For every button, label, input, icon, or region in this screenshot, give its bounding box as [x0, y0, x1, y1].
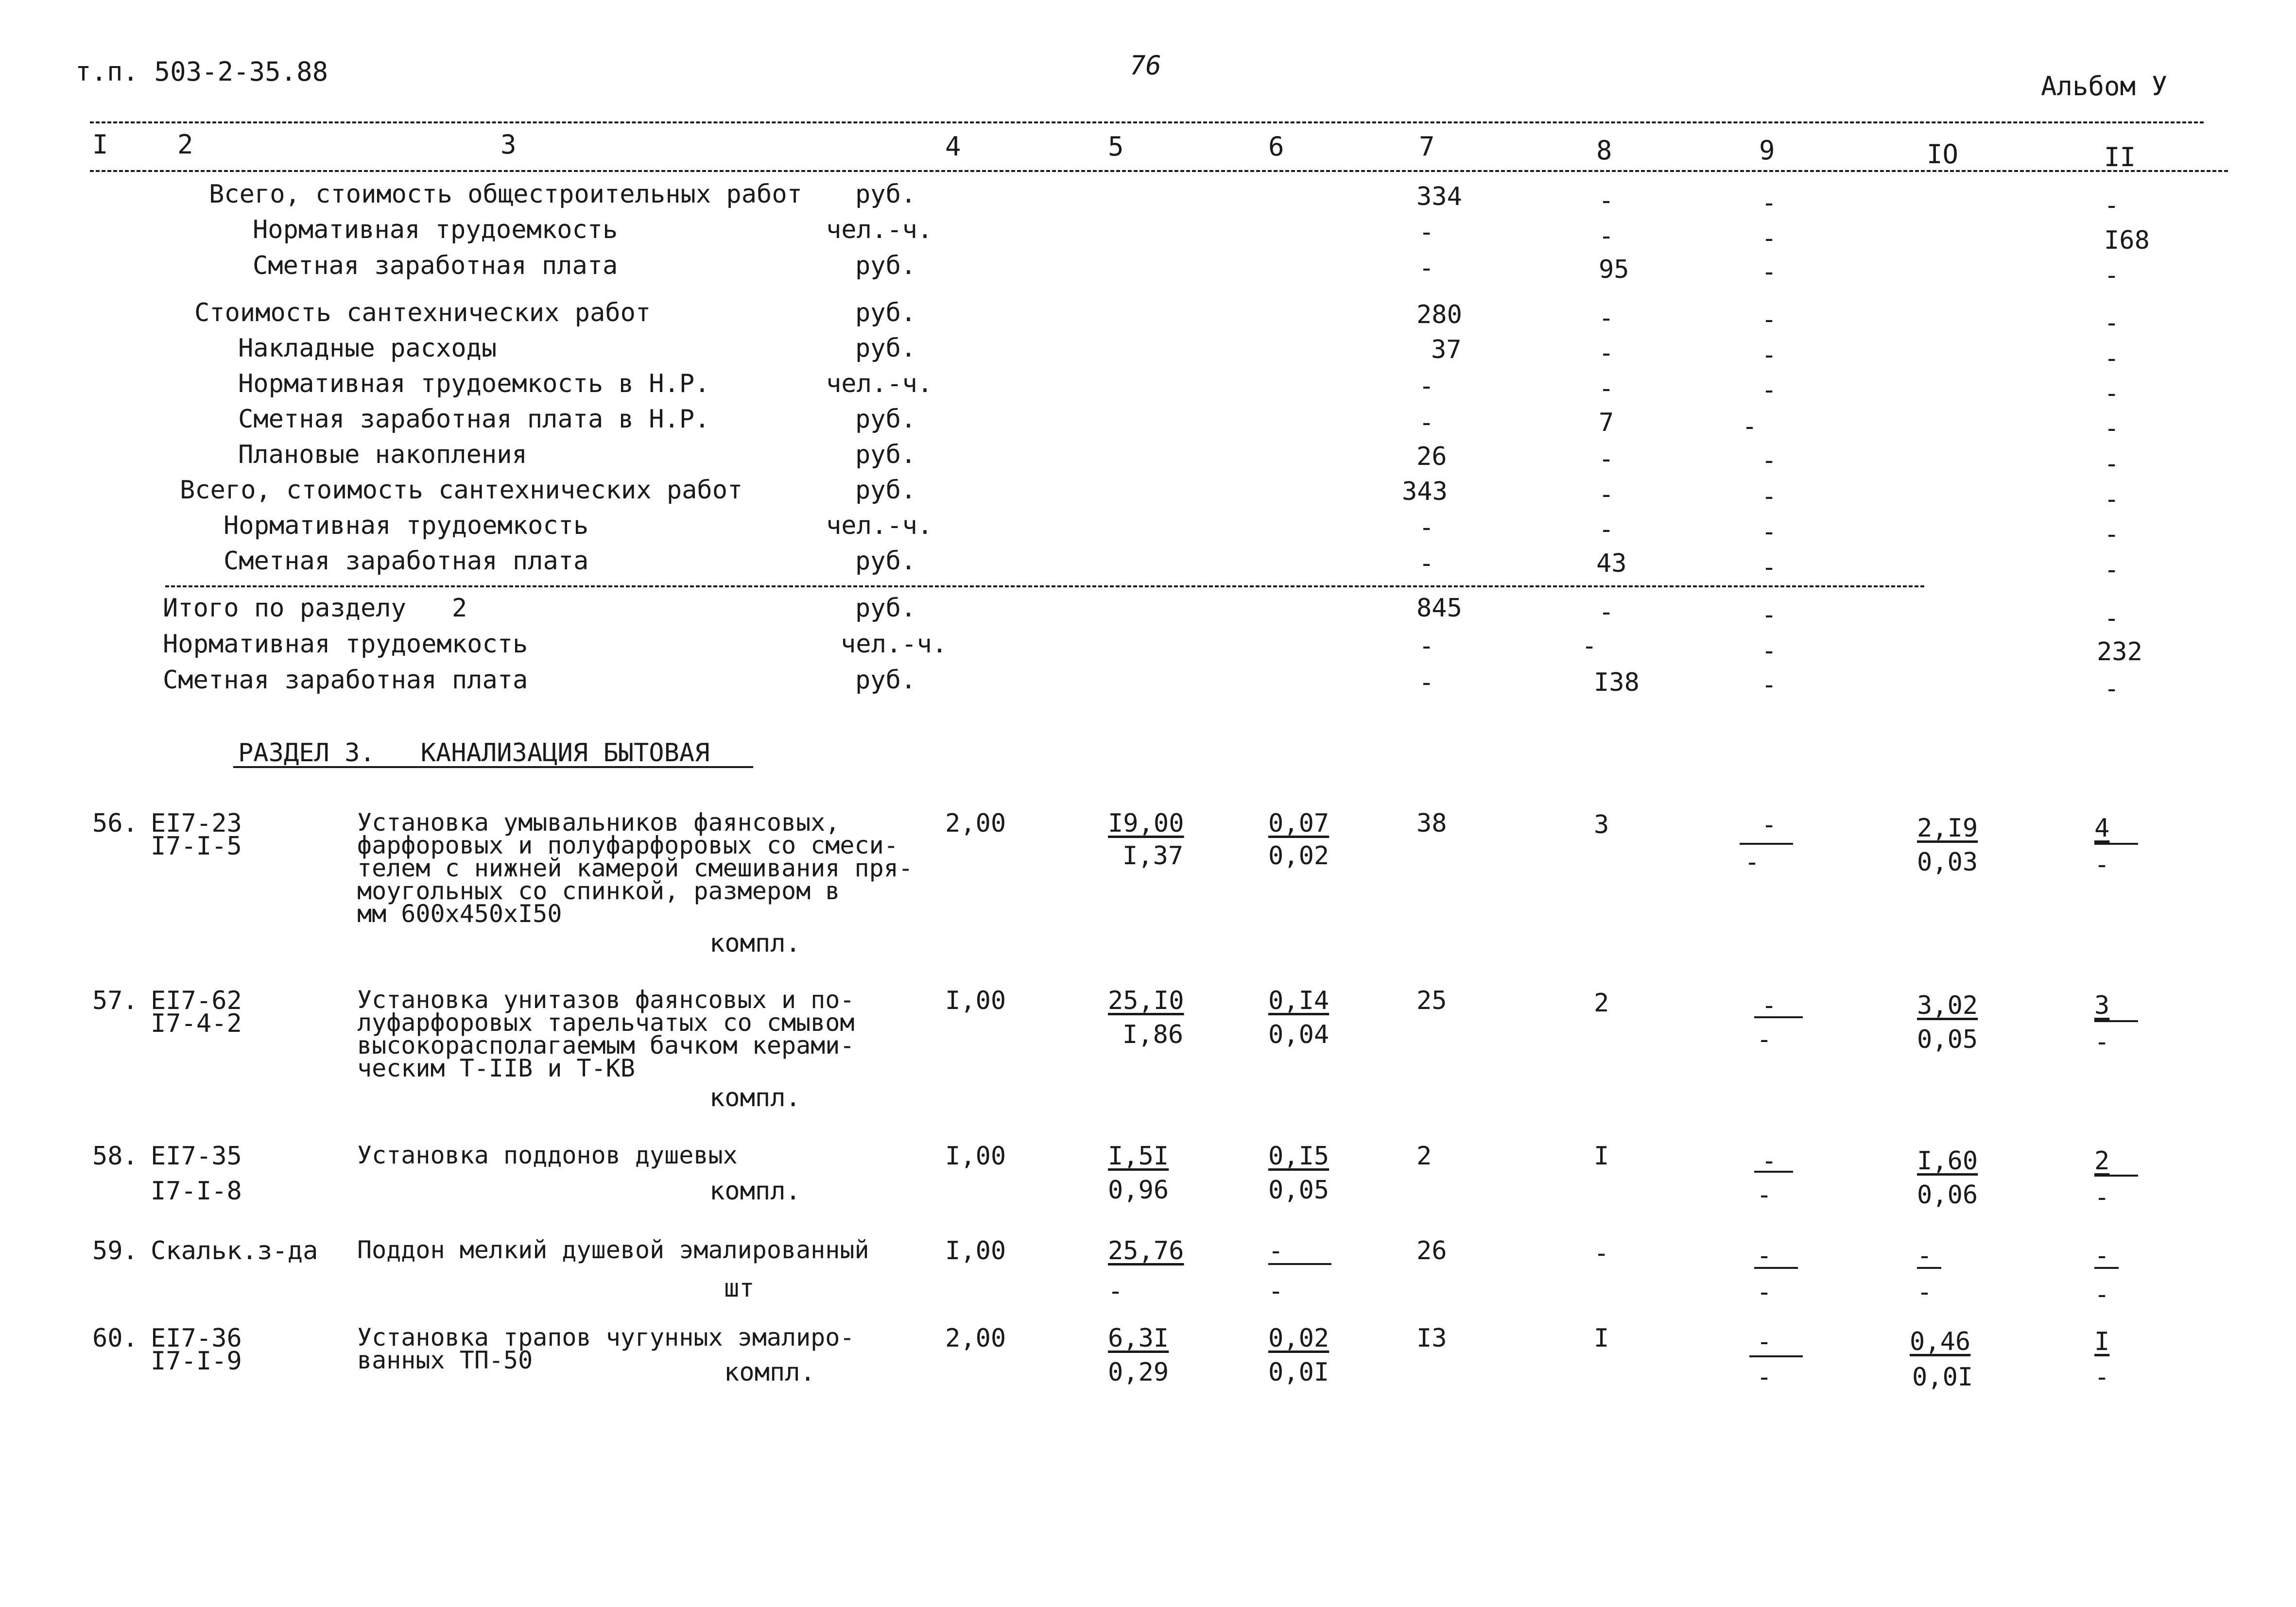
- item-col5-bottom: I,86: [1122, 1020, 1184, 1049]
- summary-col9: -: [1742, 412, 1758, 441]
- summary-col11: -: [2104, 414, 2120, 443]
- summary-col11: -: [2104, 449, 2120, 479]
- item-code: EI7-36: [151, 1324, 242, 1353]
- summary-col11: -: [2104, 674, 2120, 703]
- item-col9-top: -: [1761, 991, 1777, 1020]
- summary-col7: 334: [1416, 182, 1462, 211]
- summary-label: Плановые накопления: [238, 440, 527, 469]
- summary-col11: -: [2104, 379, 2120, 408]
- item-col9-bottom: -: [1757, 1278, 1772, 1307]
- item-col8: -: [1594, 1239, 1609, 1268]
- item-col5-top: 25,I0: [1108, 986, 1184, 1015]
- item-col9-rule: [1749, 1355, 1803, 1357]
- summary-col7: 37: [1431, 335, 1462, 364]
- item-col9-bottom: -: [1744, 848, 1760, 877]
- album-label: Альбом У: [2041, 71, 2168, 102]
- col-header-2: 2: [177, 129, 193, 160]
- summary-col11: -: [2104, 308, 2120, 338]
- summary-col8: -: [1599, 374, 1614, 403]
- summary-col8: -: [1599, 186, 1614, 215]
- item-number: 58.: [92, 1142, 138, 1171]
- item-code-secondary: I7-I-9: [151, 1347, 242, 1376]
- summary-label: Накладные расходы: [238, 334, 497, 363]
- summary-col7: -: [1419, 408, 1434, 437]
- item-col5-top: I9,00: [1108, 809, 1184, 838]
- item-col5-bottom: I,37: [1122, 841, 1184, 871]
- summary-col7: 280: [1416, 300, 1462, 329]
- item-col9-rule: [1754, 1171, 1793, 1173]
- item-col9-bottom: -: [1757, 1025, 1772, 1054]
- summary-unit: руб.: [855, 298, 916, 327]
- item-col9-bottom: -: [1757, 1180, 1772, 1210]
- item-code: EI7-62: [151, 986, 242, 1015]
- item-col11-top: 4: [2094, 814, 2110, 843]
- summary-col8: 7: [1599, 408, 1614, 437]
- summary-col11: -: [2104, 261, 2120, 290]
- item-col6-top: 0,02: [1268, 1324, 1329, 1353]
- item-description-line: Установка умывальников фаянсовых,: [357, 808, 840, 837]
- summary-col7: 343: [1402, 477, 1448, 506]
- item-col7: 2: [1416, 1142, 1432, 1171]
- item-col6-rule: [1268, 1263, 1331, 1265]
- item-unit: компл.: [709, 1177, 801, 1206]
- summary-col9: -: [1761, 636, 1777, 666]
- summary-col8: -: [1582, 632, 1597, 661]
- item-description-line: фарфоровых и полуфарфоровых со смеси-: [357, 831, 898, 859]
- col-header-3: 3: [501, 129, 517, 160]
- item-code-secondary: I7-I-8: [151, 1177, 242, 1206]
- item-col10-bottom: 0,06: [1917, 1180, 1978, 1210]
- summary-col11: -: [2104, 555, 2120, 584]
- item-col8: 2: [1594, 989, 1609, 1018]
- item-col11-bottom: -: [2094, 1027, 2110, 1057]
- item-description-line: мм 600x450xI50: [357, 900, 562, 928]
- summary-col11: -: [2104, 485, 2120, 514]
- item-number: 60.: [92, 1324, 138, 1353]
- item-col11-rule: [2094, 843, 2138, 845]
- summary-col7: -: [1419, 632, 1434, 661]
- item-col11-rule: [2094, 1267, 2119, 1269]
- item-col6-bottom: 0,0I: [1268, 1358, 1329, 1387]
- item-col8: I: [1594, 1142, 1609, 1171]
- col-header-7: 7: [1419, 131, 1435, 162]
- summary-col8: -: [1599, 515, 1614, 544]
- item-description-line: Установка унитазов фаянсовых и по-: [357, 986, 855, 1014]
- item-unit: компл.: [724, 1358, 815, 1387]
- summary-label: Итого по разделу 2: [163, 594, 467, 623]
- item-col6-top: -: [1268, 1236, 1284, 1265]
- summary-col8: -: [1599, 222, 1614, 251]
- summary-col7: 845: [1416, 594, 1462, 623]
- summary-label: Нормативная трудоемкость в Н.Р.: [238, 369, 710, 398]
- item-col11-top: 2: [2094, 1146, 2110, 1176]
- item-quantity: 2,00: [945, 1324, 1006, 1353]
- item-col10-top: I,60: [1917, 1146, 1978, 1176]
- summary-col9: -: [1761, 482, 1777, 511]
- summary-label: Всего, стоимость общестроительных работ: [209, 180, 802, 209]
- item-col8: I: [1594, 1324, 1609, 1353]
- summary-col9: -: [1761, 670, 1777, 700]
- summary-label: Сметная заработная плата: [224, 547, 589, 576]
- item-col7: 26: [1416, 1236, 1447, 1265]
- summary-col8: 95: [1599, 255, 1629, 284]
- summary-label: Сметная заработная плата в Н.Р.: [238, 405, 710, 434]
- item-description-line: луфарфоровых тарельчатых со смывом: [357, 1009, 855, 1037]
- summary-col9: -: [1761, 188, 1777, 218]
- summary-col7: -: [1419, 254, 1434, 283]
- item-col11-top: -: [2094, 1241, 2110, 1270]
- section-title-underline: [233, 766, 753, 768]
- item-col10-top: -: [1917, 1241, 1933, 1270]
- item-col11-bottom: -: [2094, 1363, 2110, 1392]
- item-col7: 38: [1416, 809, 1447, 838]
- item-col5-bottom: 0,29: [1108, 1358, 1169, 1387]
- section-total-rule: [165, 585, 1924, 587]
- item-col9-top: -: [1761, 1146, 1777, 1176]
- item-col6-bottom: 0,04: [1268, 1020, 1329, 1049]
- item-col6-top: 0,I4: [1268, 986, 1329, 1015]
- item-quantity: I,00: [945, 1142, 1006, 1171]
- item-col9-top: -: [1761, 810, 1777, 839]
- header-top-rule: [90, 121, 2204, 123]
- item-col5-top: I,5I: [1108, 1142, 1169, 1171]
- item-number: 56.: [92, 809, 138, 838]
- item-description-line: высокорасполагаемым бачком керами-: [357, 1031, 855, 1060]
- col-header-4: 4: [945, 131, 961, 162]
- col-header-6: 6: [1268, 131, 1284, 162]
- summary-col8: -: [1599, 480, 1614, 509]
- item-col11-bottom: -: [2094, 1183, 2110, 1212]
- summary-col7: -: [1419, 218, 1434, 247]
- item-unit: компл.: [709, 1083, 801, 1112]
- summary-col8: I38: [1594, 668, 1640, 697]
- summary-col11: -: [2104, 344, 2120, 373]
- item-number: 57.: [92, 986, 138, 1015]
- item-col11-bottom: -: [2094, 850, 2110, 879]
- header-bottom-rule: [90, 170, 2228, 172]
- col-header-11: II: [2104, 142, 2136, 172]
- summary-label: Стоимость сантехнических работ: [194, 298, 651, 327]
- summary-col9: -: [1761, 341, 1777, 370]
- item-col7: 25: [1416, 986, 1447, 1015]
- summary-unit: руб.: [855, 594, 916, 623]
- item-col6-bottom: -: [1268, 1277, 1284, 1306]
- item-col5-top: 25,76: [1108, 1236, 1184, 1265]
- summary-unit: чел.-ч.: [826, 369, 933, 398]
- item-col6-top: 0,I5: [1268, 1142, 1329, 1171]
- item-code-secondary: I7-4-2: [151, 1009, 242, 1038]
- col-header-10: IO: [1927, 139, 1959, 170]
- item-description-line: телем с нижней камерой смешивания пря-: [357, 854, 913, 882]
- item-col6-top: 0,07: [1268, 809, 1329, 838]
- col-header-9: 9: [1759, 135, 1775, 166]
- summary-unit: чел.-ч.: [826, 511, 933, 540]
- item-col8: 3: [1594, 810, 1609, 839]
- item-col10-top: 0,46: [1910, 1327, 1971, 1356]
- item-col5-bottom: -: [1108, 1277, 1123, 1306]
- summary-unit: руб.: [855, 180, 916, 209]
- document-code: т.п. 503-2-35.88: [75, 56, 328, 87]
- summary-col9: -: [1761, 517, 1777, 547]
- item-col10-top: 3,02: [1917, 991, 1978, 1020]
- item-col9-top: -: [1757, 1241, 1772, 1270]
- item-quantity: 2,00: [945, 809, 1006, 838]
- summary-col7: -: [1419, 549, 1434, 578]
- item-col9-top: -: [1757, 1327, 1772, 1356]
- item-col11-top: 3: [2094, 991, 2110, 1020]
- item-col5-top: 6,3I: [1108, 1324, 1169, 1353]
- item-col10-bottom: 0,0I: [1912, 1363, 1973, 1392]
- summary-col11: -: [2104, 604, 2120, 633]
- page-number: 76: [1130, 50, 1162, 81]
- item-description-line: Установка трапов чугунных эмалиро-: [357, 1323, 855, 1351]
- item-col9-rule: [1754, 1016, 1803, 1018]
- item-col10-top: 2,I9: [1917, 814, 1978, 843]
- summary-unit: чел.-ч.: [826, 215, 933, 244]
- item-code: EI7-23: [151, 809, 242, 838]
- summary-col8: -: [1599, 304, 1614, 333]
- summary-label: Сметная заработная плата: [163, 666, 528, 695]
- item-code: Скальк.з-да: [151, 1236, 318, 1265]
- summary-label: Всего, стоимость сантехнических работ: [180, 476, 743, 505]
- summary-col9: -: [1761, 257, 1777, 287]
- col-header-5: 5: [1108, 131, 1124, 162]
- item-col7: I3: [1416, 1324, 1447, 1353]
- summary-unit: руб.: [855, 476, 916, 505]
- summary-col9: -: [1761, 600, 1777, 630]
- item-description-line: Поддон мелкий душевой эмалированный: [357, 1236, 869, 1264]
- item-description-line: ванных ТП-50: [357, 1346, 533, 1374]
- item-col9-rule: [1754, 1267, 1798, 1269]
- item-col9-bottom: -: [1757, 1363, 1772, 1392]
- summary-col8: 43: [1596, 549, 1627, 578]
- item-col6-bottom: 0,02: [1268, 841, 1329, 871]
- item-col11-bottom: -: [2094, 1280, 2110, 1309]
- summary-unit: руб.: [855, 251, 916, 280]
- summary-col7: -: [1419, 668, 1434, 697]
- summary-col8: -: [1599, 598, 1614, 627]
- summary-label: Нормативная трудоемкость: [163, 630, 528, 659]
- item-col11-rule: [2094, 1175, 2138, 1177]
- summary-col11: -: [2104, 520, 2120, 549]
- summary-unit: руб.: [855, 405, 916, 434]
- item-col5-bottom: 0,96: [1108, 1176, 1169, 1205]
- item-number: 59.: [92, 1236, 138, 1265]
- item-code: EI7-35: [151, 1142, 242, 1171]
- col-header-8: 8: [1596, 135, 1612, 166]
- item-col10-bottom: 0,03: [1917, 848, 1978, 877]
- item-unit: шт: [724, 1274, 755, 1303]
- summary-unit: руб.: [855, 440, 916, 469]
- item-quantity: I,00: [945, 986, 1006, 1015]
- summary-label: Нормативная трудоемкость: [224, 511, 589, 540]
- item-description-line: ческим Т-IIВ и Т-КВ: [357, 1054, 635, 1082]
- summary-col8: -: [1599, 339, 1614, 368]
- item-code-secondary: I7-I-5: [151, 832, 242, 861]
- summary-col9: -: [1761, 224, 1777, 253]
- summary-col9: -: [1761, 446, 1777, 475]
- summary-col7: -: [1419, 372, 1434, 401]
- summary-label: Сметная заработная плата: [253, 251, 618, 280]
- item-quantity: I,00: [945, 1236, 1006, 1265]
- item-unit: компл.: [709, 929, 801, 958]
- item-col6-bottom: 0,05: [1268, 1176, 1329, 1205]
- summary-col9: -: [1761, 553, 1777, 582]
- item-col11-rule: [2094, 1020, 2138, 1022]
- summary-unit: чел.-ч.: [841, 630, 948, 659]
- summary-col11: -: [2104, 191, 2120, 220]
- summary-col9: -: [1761, 305, 1777, 334]
- summary-col7: -: [1419, 513, 1434, 542]
- item-description-line: моугольных со спинкой, размером в: [357, 877, 840, 905]
- summary-col11: 232: [2097, 637, 2142, 667]
- item-description-line: Установка поддонов душевых: [357, 1141, 738, 1169]
- item-col10-bottom: 0,05: [1917, 1025, 1978, 1054]
- summary-label: Нормативная трудоемкость: [253, 215, 618, 244]
- section-title: РАЗДЕЛ 3. КАНАЛИЗАЦИЯ БЫТОВАЯ: [238, 738, 710, 768]
- summary-col7: 26: [1416, 442, 1447, 471]
- col-header-1: I: [92, 129, 108, 160]
- item-col9-rule: [1740, 843, 1793, 845]
- item-col10-rule: [1917, 1267, 1941, 1269]
- item-col11-top: I: [2094, 1327, 2110, 1356]
- summary-unit: руб.: [855, 334, 916, 363]
- summary-col8: -: [1599, 444, 1614, 474]
- summary-col11: I68: [2104, 226, 2150, 255]
- summary-col9: -: [1761, 376, 1777, 405]
- item-col10-bottom: -: [1917, 1278, 1933, 1307]
- summary-unit: руб.: [855, 547, 916, 576]
- summary-unit: руб.: [855, 666, 916, 695]
